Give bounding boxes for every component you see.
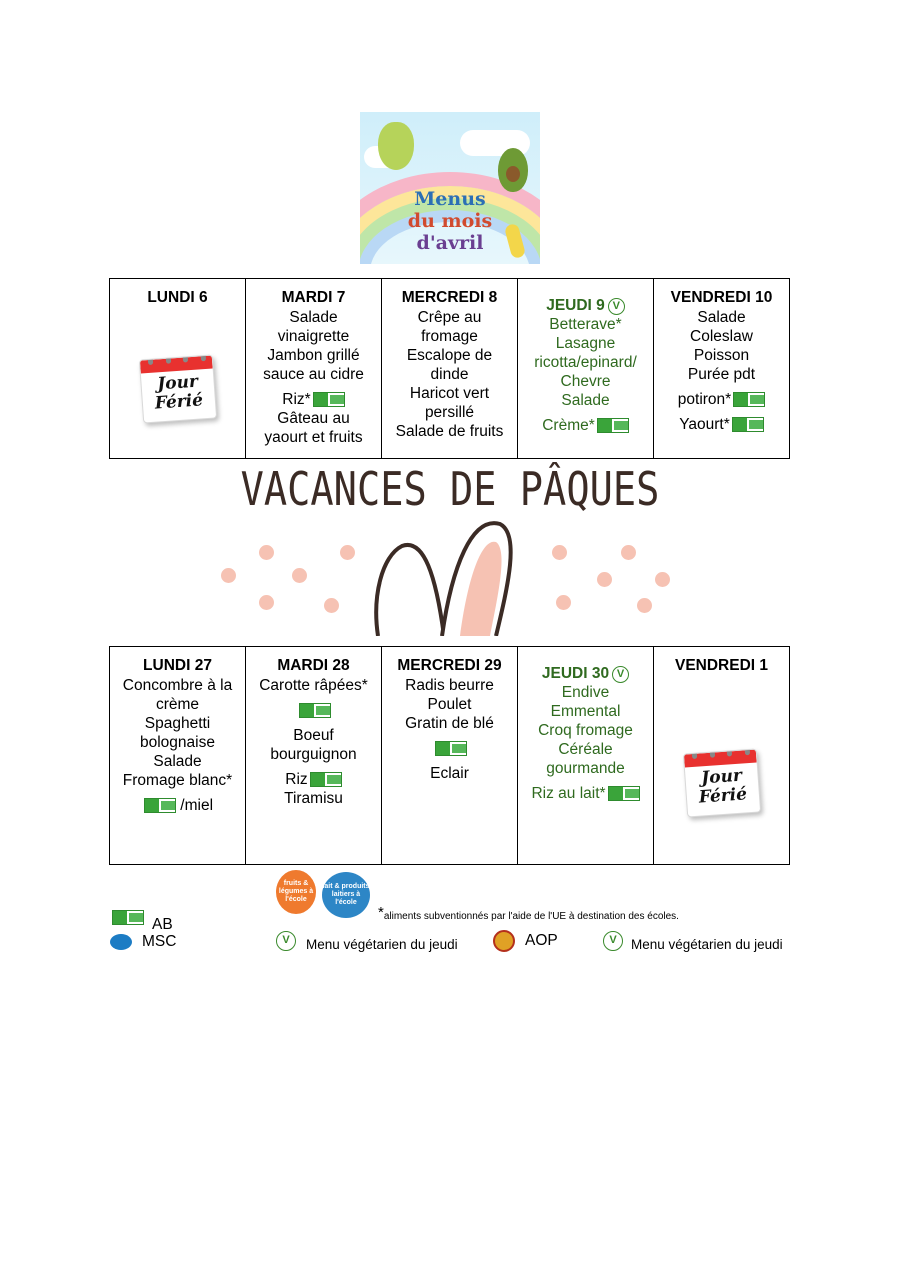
pink-dot-shape [259, 545, 274, 560]
day-mercredi-29 [382, 647, 518, 864]
menu-item: Carotte râpées* [259, 677, 368, 694]
menu-item: potiron* [677, 391, 732, 408]
menu-item: Escalope de [406, 347, 493, 364]
menu-item: Concombre à la [122, 677, 233, 694]
ab-bio-icon [299, 703, 331, 718]
menu-item: crème [155, 696, 200, 713]
legend-label: MSC [142, 933, 177, 950]
day-jeudi-9 [518, 279, 654, 458]
day-title: MARDI 28 [277, 657, 350, 674]
pink-dot-shape [324, 598, 339, 613]
header-title-line: d'avril [416, 232, 484, 254]
legend-label: AOP [525, 932, 558, 949]
menu-item: gourmande [546, 760, 625, 777]
ab-bio-icon [144, 798, 176, 813]
menu-week-2 [109, 646, 790, 865]
jour-ferie-calendar-icon [138, 354, 216, 423]
menu-item: Riz [285, 771, 308, 788]
menu-item: Radis beurre [405, 677, 494, 694]
pink-dot-shape [221, 568, 236, 583]
menu-item: Salade de fruits [395, 423, 504, 440]
aop-icon [493, 930, 515, 952]
menu-item: /miel [180, 797, 214, 814]
pink-dot-shape [340, 545, 355, 560]
legend-subsidy-text: aliments subventionnés par l'aide de l'UE à destination des écoles. [383, 911, 679, 922]
day-title: MARDI 7 [281, 289, 346, 306]
pink-dot-shape [552, 545, 567, 560]
pink-dot-shape [556, 595, 571, 610]
ab-bio-icon [608, 786, 640, 801]
day-mardi-28 [246, 647, 382, 864]
lait-produits-laitiers-logo: lait & produits laitiers à l'école [322, 872, 370, 918]
menu-item: Tiramisu [284, 790, 343, 807]
menu-item: Lasagne [555, 335, 616, 352]
menu-item: yaourt et fruits [264, 429, 363, 446]
menu-item: Yaourt* [679, 416, 730, 433]
menu-item: Céréale [558, 741, 613, 758]
pink-dot-shape [655, 572, 670, 587]
menu-item: Eclair [430, 765, 469, 782]
legend-aop [493, 930, 558, 952]
msc-icon [110, 934, 132, 950]
pink-dot-shape [637, 598, 652, 613]
ab-bio-icon [310, 772, 342, 787]
pink-dot-shape [621, 545, 636, 560]
header-title-line: Menus [414, 188, 486, 210]
ferie-text: Jour [156, 371, 199, 395]
menu-item: Boeuf [293, 727, 334, 744]
menu-item: bolognaise [140, 734, 215, 751]
menu-item: Emmental [550, 703, 621, 720]
menu-item: Crêpe au [417, 309, 482, 326]
day-title: JEUDI 9 [546, 297, 605, 314]
menu-week-1 [109, 278, 790, 459]
menu-item: Chevre [560, 373, 611, 390]
legend-ab [112, 900, 173, 934]
legend-veg-2 [603, 929, 783, 952]
ab-bio-icon [597, 418, 629, 433]
day-title: MERCREDI 8 [401, 289, 498, 306]
menu-item: persillé [424, 404, 475, 421]
day-title: LUNDI 6 [147, 289, 208, 306]
header-title-line: du mois [407, 210, 493, 232]
menu-item: Fromage blanc* [122, 772, 233, 789]
day-jeudi-30 [518, 647, 654, 864]
legend-veg-1 [276, 929, 458, 952]
day-title: VENDREDI 1 [674, 657, 769, 674]
day-lundi-27 [110, 647, 246, 864]
menu-item: Purée pdt [687, 366, 756, 383]
legend-subsidy [378, 904, 679, 922]
ab-bio-icon [313, 392, 345, 407]
menu-item: Jambon grillé [267, 347, 360, 364]
menu-item: dinde [430, 366, 469, 383]
day-title: JEUDI 30 [541, 665, 610, 682]
menu-item: ricotta/epinard/ [534, 354, 637, 371]
menu-item: Croq fromage [538, 722, 633, 739]
menu-item: Crème* [542, 417, 595, 434]
pear-character-icon [378, 122, 414, 170]
bunny-ears-icon [372, 516, 522, 636]
pink-dot-shape [597, 572, 612, 587]
menu-item: Riz* [282, 391, 311, 408]
menu-item: Salade [289, 309, 338, 326]
star-mark: * [378, 904, 384, 921]
vegetarian-icon: V [276, 931, 296, 951]
day-vendredi-10 [654, 279, 789, 458]
menu-item: Betterave* [549, 316, 622, 333]
menu-item: fromage [421, 328, 478, 345]
header-menu-illustration [360, 112, 540, 264]
menu-item: Poulet [427, 696, 472, 713]
ab-bio-icon [732, 417, 764, 432]
menu-item: Haricot vert [409, 385, 490, 402]
menu-item: Endive [561, 684, 610, 701]
ab-bio-icon [112, 910, 144, 925]
pink-dot-shape [292, 568, 307, 583]
day-mardi-7 [246, 279, 382, 458]
menu-item: Spaghetti [144, 715, 211, 732]
day-vendredi-1 [654, 647, 789, 864]
ferie-text: Jour [700, 765, 743, 789]
legend-label: AB [152, 916, 173, 933]
legend-label: Menu végétarien du jeudi [306, 937, 458, 952]
day-title: LUNDI 27 [143, 657, 212, 674]
vacances-title: VACANCES DE PÂQUES [240, 462, 660, 516]
day-title: VENDREDI 10 [670, 289, 773, 306]
day-mercredi-8 [382, 279, 518, 458]
menu-item: Salade [561, 392, 610, 409]
avocado-character-icon [498, 148, 528, 192]
ferie-text: Férié [153, 390, 204, 414]
menu-item: Riz au lait* [531, 785, 606, 802]
pink-dot-shape [259, 595, 274, 610]
vegetarian-icon: V [608, 298, 625, 315]
header-title [390, 188, 510, 254]
menu-item: Gâteau au [277, 410, 350, 427]
menu-item: Poisson [693, 347, 750, 364]
vegetarian-icon: V [612, 666, 629, 683]
ferie-text: Férié [697, 784, 748, 808]
ab-bio-icon [435, 741, 467, 756]
ab-bio-icon [733, 392, 765, 407]
day-lundi-6 [110, 279, 246, 458]
legend-label: Menu végétarien du jeudi [631, 937, 783, 952]
menu-item: vinaigrette [277, 328, 350, 345]
menu-item: Coleslaw [690, 328, 753, 345]
day-title: MERCREDI 29 [397, 657, 502, 674]
vegetarian-icon: V [603, 931, 623, 951]
menu-item: Salade [697, 309, 746, 326]
menu-item: Salade [153, 753, 202, 770]
menu-item: bourguignon [270, 746, 357, 763]
jour-ferie-calendar-icon [682, 748, 760, 817]
legend-msc [110, 933, 176, 951]
menu-item: Gratin de blé [405, 715, 494, 732]
menu-item: sauce au cidre [263, 366, 364, 383]
fruits-legumes-logo: fruits & légumes à l'école [276, 870, 316, 914]
